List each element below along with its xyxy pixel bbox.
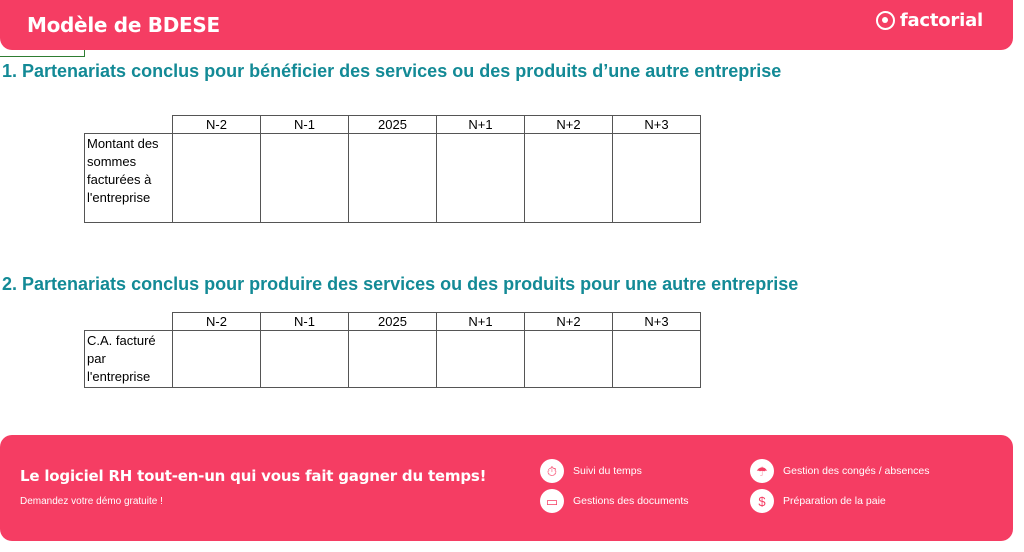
folder-icon: ▭: [540, 489, 564, 513]
row-label-line: Montant des: [87, 136, 159, 151]
factorial-logo-icon: [876, 11, 895, 30]
data-cell[interactable]: [261, 134, 349, 223]
partnership-table-2: [84, 312, 701, 388]
money-bag-icon: $: [750, 489, 774, 513]
column-header: 2025: [349, 313, 437, 331]
row-label-line: C.A. facturé: [87, 333, 156, 348]
corner-cell: [85, 313, 173, 331]
column-header: N+2: [525, 313, 613, 331]
partnership-table-1: [84, 115, 701, 223]
feature-documents: [540, 489, 689, 513]
demo-link[interactable]: Demandez votre démo gratuite !: [20, 496, 163, 507]
feature-label: Préparation de la paie: [783, 495, 886, 507]
data-cell[interactable]: [437, 134, 525, 223]
stopwatch-icon: ⏱: [540, 459, 564, 483]
data-cell[interactable]: [613, 331, 701, 388]
column-header: N-1: [261, 116, 349, 134]
table-row: [85, 134, 701, 223]
column-header: N-2: [173, 313, 261, 331]
footer-banner[interactable]: [0, 435, 1013, 541]
table-header-row: [85, 313, 701, 331]
feature-leave-management: [750, 459, 930, 483]
data-cell[interactable]: [349, 134, 437, 223]
data-cell[interactable]: [437, 331, 525, 388]
column-header: N-1: [261, 313, 349, 331]
row-label-line: l'entreprise: [87, 190, 151, 205]
page-title: Modèle de BDESE: [27, 13, 220, 37]
data-cell[interactable]: [349, 331, 437, 388]
feature-label: Gestions des documents: [573, 495, 689, 507]
data-cell[interactable]: [173, 134, 261, 223]
table-header-row: [85, 116, 701, 134]
data-cell[interactable]: [173, 331, 261, 388]
feature-time-tracking: [540, 459, 642, 483]
logo-text: factorial: [899, 10, 983, 31]
corner-cell: [85, 116, 173, 134]
row-label: [85, 331, 173, 388]
column-header: N+2: [525, 116, 613, 134]
data-cell[interactable]: [261, 331, 349, 388]
section-2-title: 2. Partenariats conclus pour produire des services ou des produits pour une autre entreprise: [2, 274, 799, 294]
column-header: N+1: [437, 313, 525, 331]
feature-label: Suivi du temps: [573, 465, 642, 477]
column-header: N+3: [613, 313, 701, 331]
column-header: 2025: [349, 116, 437, 134]
table-row: [85, 331, 701, 388]
section-1-title: 1. Partenariats conclus pour bénéficier des services ou des produits d’une autre entreprise: [2, 61, 782, 81]
feature-label: Gestion des congés / absences: [783, 465, 930, 477]
beach-umbrella-icon: ☂: [750, 459, 774, 483]
column-header: N-2: [173, 116, 261, 134]
feature-payroll: [750, 489, 886, 513]
row-label-line: sommes: [87, 154, 137, 169]
data-cell[interactable]: [525, 134, 613, 223]
row-label-line: par: [87, 351, 106, 366]
column-header: N+1: [437, 116, 525, 134]
data-cell[interactable]: [613, 134, 701, 223]
header-banner: [0, 0, 1013, 50]
row-label: [85, 134, 173, 223]
factorial-logo[interactable]: [876, 10, 983, 31]
row-label-line: facturées à: [87, 172, 152, 187]
row-label-line: l'entreprise: [87, 369, 151, 384]
footer-headline: Le logiciel RH tout-en-un qui vous fait gagner du temps!: [20, 467, 487, 485]
column-header: N+3: [613, 116, 701, 134]
data-cell[interactable]: [525, 331, 613, 388]
selected-cell-marker: [0, 50, 85, 57]
